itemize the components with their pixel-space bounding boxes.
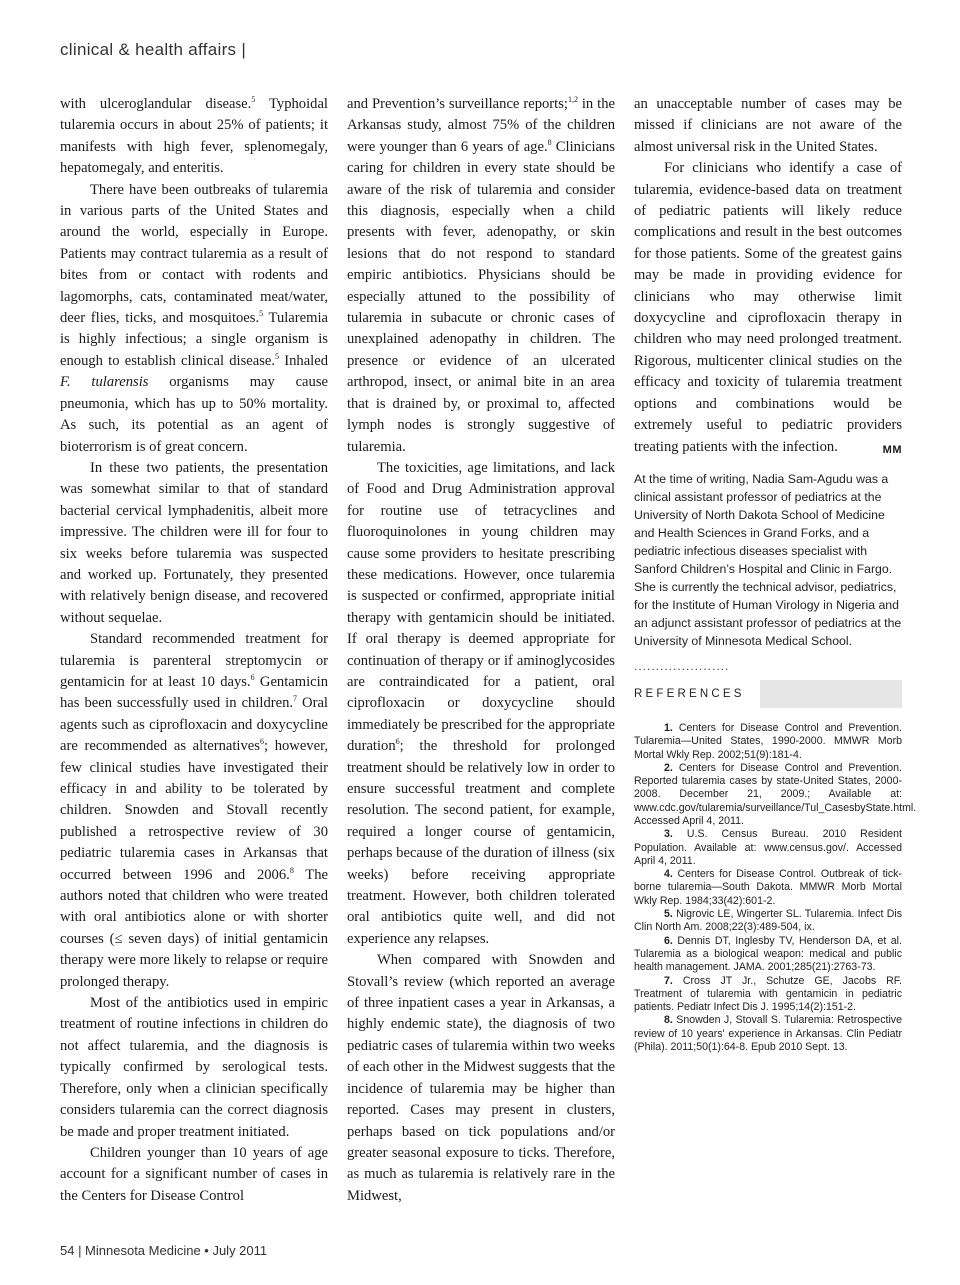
citation-ref: 7 <box>293 694 298 704</box>
citation-ref: 6 <box>259 737 264 747</box>
article-column-3 <box>634 94 917 1054</box>
paragraph: Most of the antibiotics used in empiric treatment of routine infections in children do not affect tularemia, and the diagnosis is typically confirmed by serological tests. Therefore, only when a clinician specifically considers tularemia can the correct diagnosis be made and proper treatment initiated. <box>60 995 328 1140</box>
reference-item: 1. Centers for Disease Control and Prevention. Tularemia—United States, 1990-2000. MMWR Morb Mortal Wkly Rep. 2002;51(9):181-4. <box>634 721 902 761</box>
species-name: F. tularensis <box>60 374 149 391</box>
references-list <box>634 721 917 1054</box>
citation-ref: 6 <box>395 737 400 747</box>
paragraph: Standard recommended treatment for tularemia is parenteral streptomycin or gentamicin for at least 10 days.$^6$ Gentamicin has been successfully used in children.$^7$ Oral agents such as ciprofloxacin and doxycycline are recommended as alternatives$^6$; however, few clinical studies have investigated their efficacy in and ability to be tolerated by children. Snowden and Stovall recently published a retrospective review of 30 pediatric tularemia cases in Arkansas that occurred between 1996 and 2006.$^8$ The authors noted that children who were treated with oral antibiotics alone or with shorter courses (≤ seven days) of initial gentamicin therapy were more likely to relapse or require prolonged therapy. <box>60 631 328 990</box>
paragraph: The toxicities, age limitations, and lack of Food and Drug Administration approval for routine use of tetracyclines and fluoroquinolones in young children may cause some providers to hesitate prescribing these medications. However, once tularemia is suspected or confirmed, appropriate initial therapy with gentamicin should be initiated. If oral therapy is deemed appropriate for continuation of therapy or if aminoglycosides are contraindicated for a patient, oral ciprofloxacin or doxycycline should immediately be prescribed for the appropriate duration$^6$; the threshold for prolonged treatment should be relatively low in order to ensure successful treatment and complete resolution. The second patient, for example, required a longer course of gentamicin, perhaps because of the duration of illness (six weeks) before receiving appropriate treatment. However, both children tolerated oral antibiotics quite well, and did not experience any relapses. <box>347 459 615 947</box>
page-footer: 54 | Minnesota Medicine • July 2011 <box>60 1243 268 1258</box>
end-mark: MM <box>882 443 902 456</box>
citation-ref: 8 <box>289 865 294 875</box>
paragraph: Children younger than 10 years of age account for a significant number of cases in the Centers for Disease Control <box>60 1144 328 1204</box>
reference-item: 4. Centers for Disease Control. Outbreak of tick-borne tularemia—South Dakota. MMWR Morb Mortal Wkly Rep. 1984;33(42):601-2. <box>634 868 903 907</box>
reference-item: 7. Cross JT Jr., Schutze GE, Jacobs RF. Treatment of tularemia with gentamicin in pediatric patients. Pediatr Infect Dis J. 1995;14(2):151-2. <box>634 974 902 1014</box>
reference-item: 2. Centers for Disease Control and Prevention. Reported tularemia cases by state-United States, 2000-2008. December 21, 2009.; Available at: www.cdc.gov/tularemia/surveillance/Tul_CasesbyState.html. Accessed April 4, 2011. <box>634 761 917 827</box>
paragraph: For clinicians who identify a case of tularemia, evidence-based data on treatment of pediatric patients will likely reduce complications and result in the best outcomes for those patients. Some of the greatest gains may be made in providing evidence for clinicians who may otherwise limit doxycycline and ciprofloxacin therapy in children who may need prolonged treatment. Rigorous, multicenter clinical studies on the efficacy and toxicity of tularemia treatment options and combinations would be extremely useful to pediatric providers treating patients with the infection. MM <box>634 158 902 458</box>
citation-ref: 1,2 <box>567 95 578 105</box>
citation-ref: 6 <box>250 673 255 683</box>
reference-item: 5. Nigrovic LE, Wingerter SL. Tularemia. Infect Dis Clin North Am. 2008;22(3):489-504, ix. <box>634 908 902 934</box>
paragraph: with ulceroglandular disease.$^5$ Typhoidal tularemia occurs in about 25% of patients; it manifests with high fever, splenomegaly, hepatomegaly, and enteritis. <box>60 95 328 177</box>
citation-ref: 5 <box>275 352 280 362</box>
reference-item: 8. Snowden J, Stovall S. Tularemia: Retrospective review of 10 years' experience in Arkansas. Clin Pediatr (Phila). 2011;50(1):64-8. Epub 2010 Sept. 13. <box>634 1014 902 1054</box>
paragraph: When compared with Snowden and Stovall’s review (which reported an average of three inpatient cases a year in Arkansas, a highly endemic state), the diagnosis of two pediatric cases of tularemia within two weeks of each other in the Midwest suggests that the incidence of tularemia may be higher than reported. Cases may present in clusters, perhaps based on tick populations and/or greater seasonal exposure to ticks. Therefore, as much as tularemia is relatively rare in the Midwest, <box>347 952 615 1204</box>
references-heading: REFERENCES <box>634 687 745 700</box>
paragraph: In these two patients, the presentation was somewhat similar to that of standard bacterial cervical lymphadenitis, albeit more impressive. The children were ill for four to six weeks before tularemia was suspected and worked up. Fortunately, they presented with relatively benign disease, and recovered without sequelae. <box>60 459 328 626</box>
reference-item: 3. U.S. Census Bureau. 2010 Resident Population. Available at: www.census.gov/. Accessed April 4, 2011. <box>634 828 902 867</box>
citation-ref: 8 <box>547 137 552 147</box>
article-column-2 <box>347 94 615 1207</box>
dotted-divider: ...................... <box>634 659 730 672</box>
paragraph: an unacceptable number of cases may be missed if clinicians are not aware of the almost universal risk in the United States. <box>634 96 902 155</box>
citation-ref: 5 <box>251 95 256 105</box>
paragraph: and Prevention’s surveillance reports;$^{1,2}$ in the Arkansas study, almost 75% of the children were younger than 6 years of age.$^8$ Clinicians caring for children in every state should be aware of the risk of tularemia and consider this diagnosis, especially when a child presents with fever, adenopathy, or skin lesions that do not respond to standard empiric antibiotics. Physicians should be especially attuned to the possibility of tularemia in subacute or chronic cases of unexplained adenopathy in children. The presence or evidence of an ulcerated arthropod, insect, or animal bite in an area that is drained by, or proximal to, affected lymph nodes is strongly suggestive of tularemia. <box>347 95 615 455</box>
reference-item: 6. Dennis DT, Inglesby TV, Henderson DA, et al. Tularemia as a biological weapon: medical and public health management. JAMA. 2001;285(21):2763-73. <box>634 934 902 974</box>
references-header <box>634 680 902 708</box>
references-heading-bar <box>760 680 902 708</box>
section-header: clinical & health affairs | <box>60 40 247 59</box>
article-column-1 <box>60 94 328 1207</box>
citation-ref: 5 <box>259 309 264 319</box>
author-bio: At the time of writing, Nadia Sam-Agudu was a clinical assistant professor of pediatrics at the University of North Dakota School of Medicine and Health Sciences in Grand Forks, and a pediatric infectious diseases specialist with Sanford Children’s Hospital and Clinic in Fargo. She is currently the technical advisor, pediatrics, for the Institute of Human Virology in Nigeria and an adjunct assistant professor of pediatrics at the University of Minnesota Medical School. <box>634 471 902 648</box>
paragraph: There have been outbreaks of tularemia in various parts of the United States and around the world, especially in Europe. Patients may contract tularemia as a result of bites from or contact with rodents and lagomorphs, cats, contaminated meat/water, deer flies, ticks, and mosquitoes.$^5$ Tularemia is highly infectious; a single organism is enough to establish clinical disease.$^5$ Inhaled F. tularensis organisms may cause pneumonia, which has up to 50% mortality. As such, its potential as an agent of bioterrorism is of great concern. <box>60 181 328 455</box>
